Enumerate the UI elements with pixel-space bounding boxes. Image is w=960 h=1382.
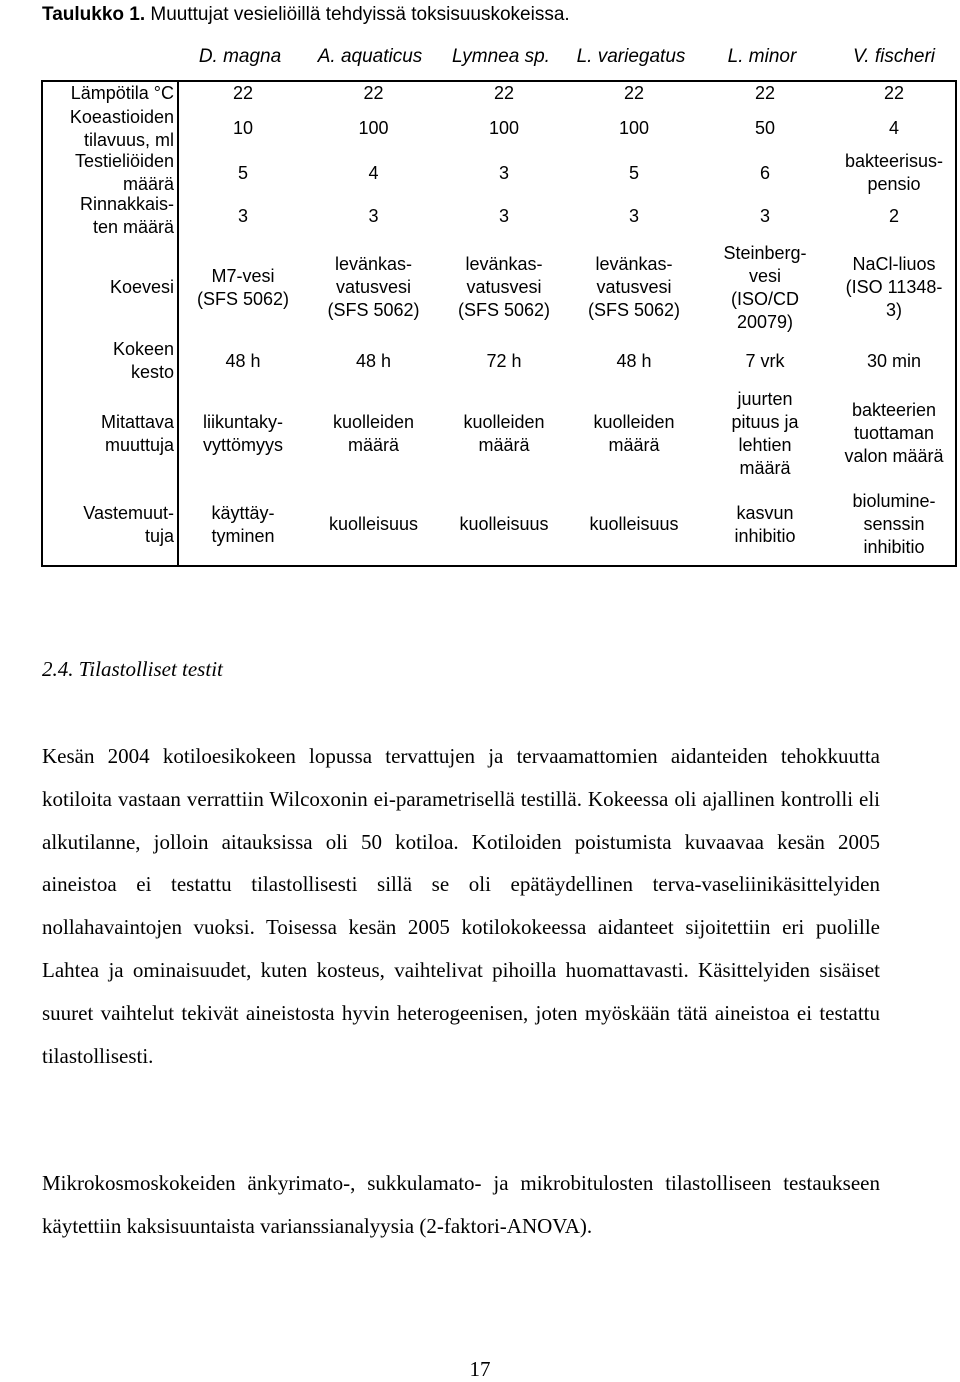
table-cell: 22 — [232, 83, 254, 103]
table-cell: juurten pituus ja lehtien määrä — [731, 388, 799, 478]
table-cell: 48 h — [616, 350, 652, 371]
paragraph: Kesän 2004 kotiloesikokeen lopussa tervattujen ja tervaamattomien aidanteiden tehokkuutta kotiloita vastaan verrattiin Wilcoxonin ei-parametrisellä testillä. Kokeessa oli ajallinen kontrolli eli alkutilanne, jolloin aitauksissa oli 50 kotiloa. Kotiloiden poistumista kuvaavaa kesän 2005 aineistoa ei testattu tilastollisesti sillä se oli epätäydellinen terva-vaseliinikäsittelyiden nollahavaintojen vuoksi. Toisessa kesän 2005 kotilokokeessa aidanteet sijoitettiin eri puolille Lahtea ja ominaisuudet, kuten kosteus, vaihtelivat pihoilla huomattavasti. Käsittelyiden sisäiset suuret vaihtelut tekivät aineistosta hyvin heterogeenisen, joten myöskään tätä aineistoa ei testattu tilastollisesti. — [42, 744, 880, 1068]
table-cell: levänkas- vatusvesi (SFS 5062) — [327, 254, 420, 320]
species-header: V. fischeri — [852, 46, 936, 67]
species-header: A. aquaticus — [317, 46, 423, 67]
paragraph: Mikrokosmoskokeiden änkyrimato-, sukkulamato- ja mikrobitulosten tilastolliseen testaukseen käytettiin kaksisuuntaista varianssianalyysia (2-faktori-ANOVA). — [42, 1171, 880, 1238]
table-cell: NaCl-liuos (ISO 11348- 3) — [845, 254, 943, 320]
table-cell: liikuntaky- vyttömyys — [202, 411, 284, 455]
table-cell: M7-vesi (SFS 5062) — [196, 265, 290, 309]
table-row-label: Vastemuut- tuja — [83, 502, 174, 546]
table-cell: levänkas- vatusvesi (SFS 5062) — [587, 254, 681, 320]
table-cell: 3 — [759, 205, 770, 226]
table-cell: 7 vrk — [745, 350, 785, 371]
table-cell: Steinberg- vesi (ISO/CD 20079) — [723, 242, 807, 332]
toxicity-test-table — [41, 80, 957, 567]
table-cell: 22 — [493, 83, 515, 103]
table-cell: 4 — [888, 118, 899, 138]
table-cell: 5 — [237, 162, 248, 183]
table-cell: kuolleiden määrä — [593, 411, 675, 455]
table-cell: 48 h — [355, 350, 392, 371]
table-cell: 3 — [498, 162, 509, 183]
table-row-label: Testieliöiden määrä — [74, 151, 174, 194]
table-cell: 30 min — [866, 350, 922, 371]
table-cell: 72 h — [486, 350, 522, 371]
table-cell: 3 — [628, 205, 639, 226]
table-cell: kuolleisuus — [589, 514, 679, 534]
species-header-row — [178, 46, 958, 72]
table-cell: 22 — [883, 83, 905, 103]
table-cell: kuolleiden määrä — [332, 411, 415, 455]
table-cell: 5 — [628, 162, 639, 183]
species-header: L. variegatus — [576, 46, 686, 67]
table-row-label: Mitattava muuttuja — [100, 411, 174, 455]
table-cell: 3 — [237, 205, 248, 226]
page-number: 17 — [469, 1357, 491, 1381]
species-header: Lymnea sp. — [452, 46, 550, 67]
table-cell: 3 — [498, 205, 509, 226]
table-cell: 2 — [888, 205, 899, 226]
table-cell: kuolleiden määrä — [463, 411, 545, 455]
section-heading: 2.4. Tilastolliset testit — [42, 657, 223, 681]
table-row-label: Kokeen kesto — [112, 339, 174, 382]
table-cell: biolumine- senssin inhibitio — [852, 491, 936, 557]
table-cell: 100 — [618, 118, 650, 138]
table-cell: 22 — [363, 83, 384, 103]
table-cell: 48 h — [225, 350, 261, 371]
table-cell: 50 — [754, 118, 776, 138]
table-cell: 100 — [358, 118, 389, 138]
table-cell: 6 — [759, 162, 770, 183]
table-caption-label: Taulukko 1. — [42, 4, 146, 25]
table-cell: 4 — [368, 162, 379, 183]
table-row-label: Rinnakkais- ten määrä — [79, 194, 174, 237]
species-header: D. magna — [198, 46, 282, 67]
table-row-label: Koeastioiden tilavuus, ml — [69, 106, 174, 150]
table-caption — [42, 4, 570, 26]
table-cell: levänkas- vatusvesi (SFS 5062) — [457, 254, 551, 320]
table-cell: 10 — [232, 118, 254, 138]
table-cell: 22 — [754, 83, 776, 103]
table-cell: kuolleisuus — [328, 514, 419, 534]
table-cell: kasvun inhibitio — [734, 502, 796, 546]
species-header: L. minor — [727, 46, 797, 67]
table-caption-text: Muuttujat vesieliöillä tehdyissä toksisuuskokeissa. — [150, 4, 570, 25]
table-row-label: Koevesi — [109, 277, 174, 297]
table-cell: 22 — [623, 83, 645, 103]
table-cell: käyttäy- tyminen — [211, 502, 275, 546]
table-row-label: Lämpötila °C — [70, 83, 174, 103]
table-cell: kuolleisuus — [459, 514, 549, 534]
table-cell: 100 — [488, 118, 520, 138]
table-cell: bakteerisus- pensio — [844, 151, 944, 194]
table-cell: 3 — [368, 205, 379, 226]
table-cell: bakteerien tuottaman valon määrä — [844, 400, 944, 466]
